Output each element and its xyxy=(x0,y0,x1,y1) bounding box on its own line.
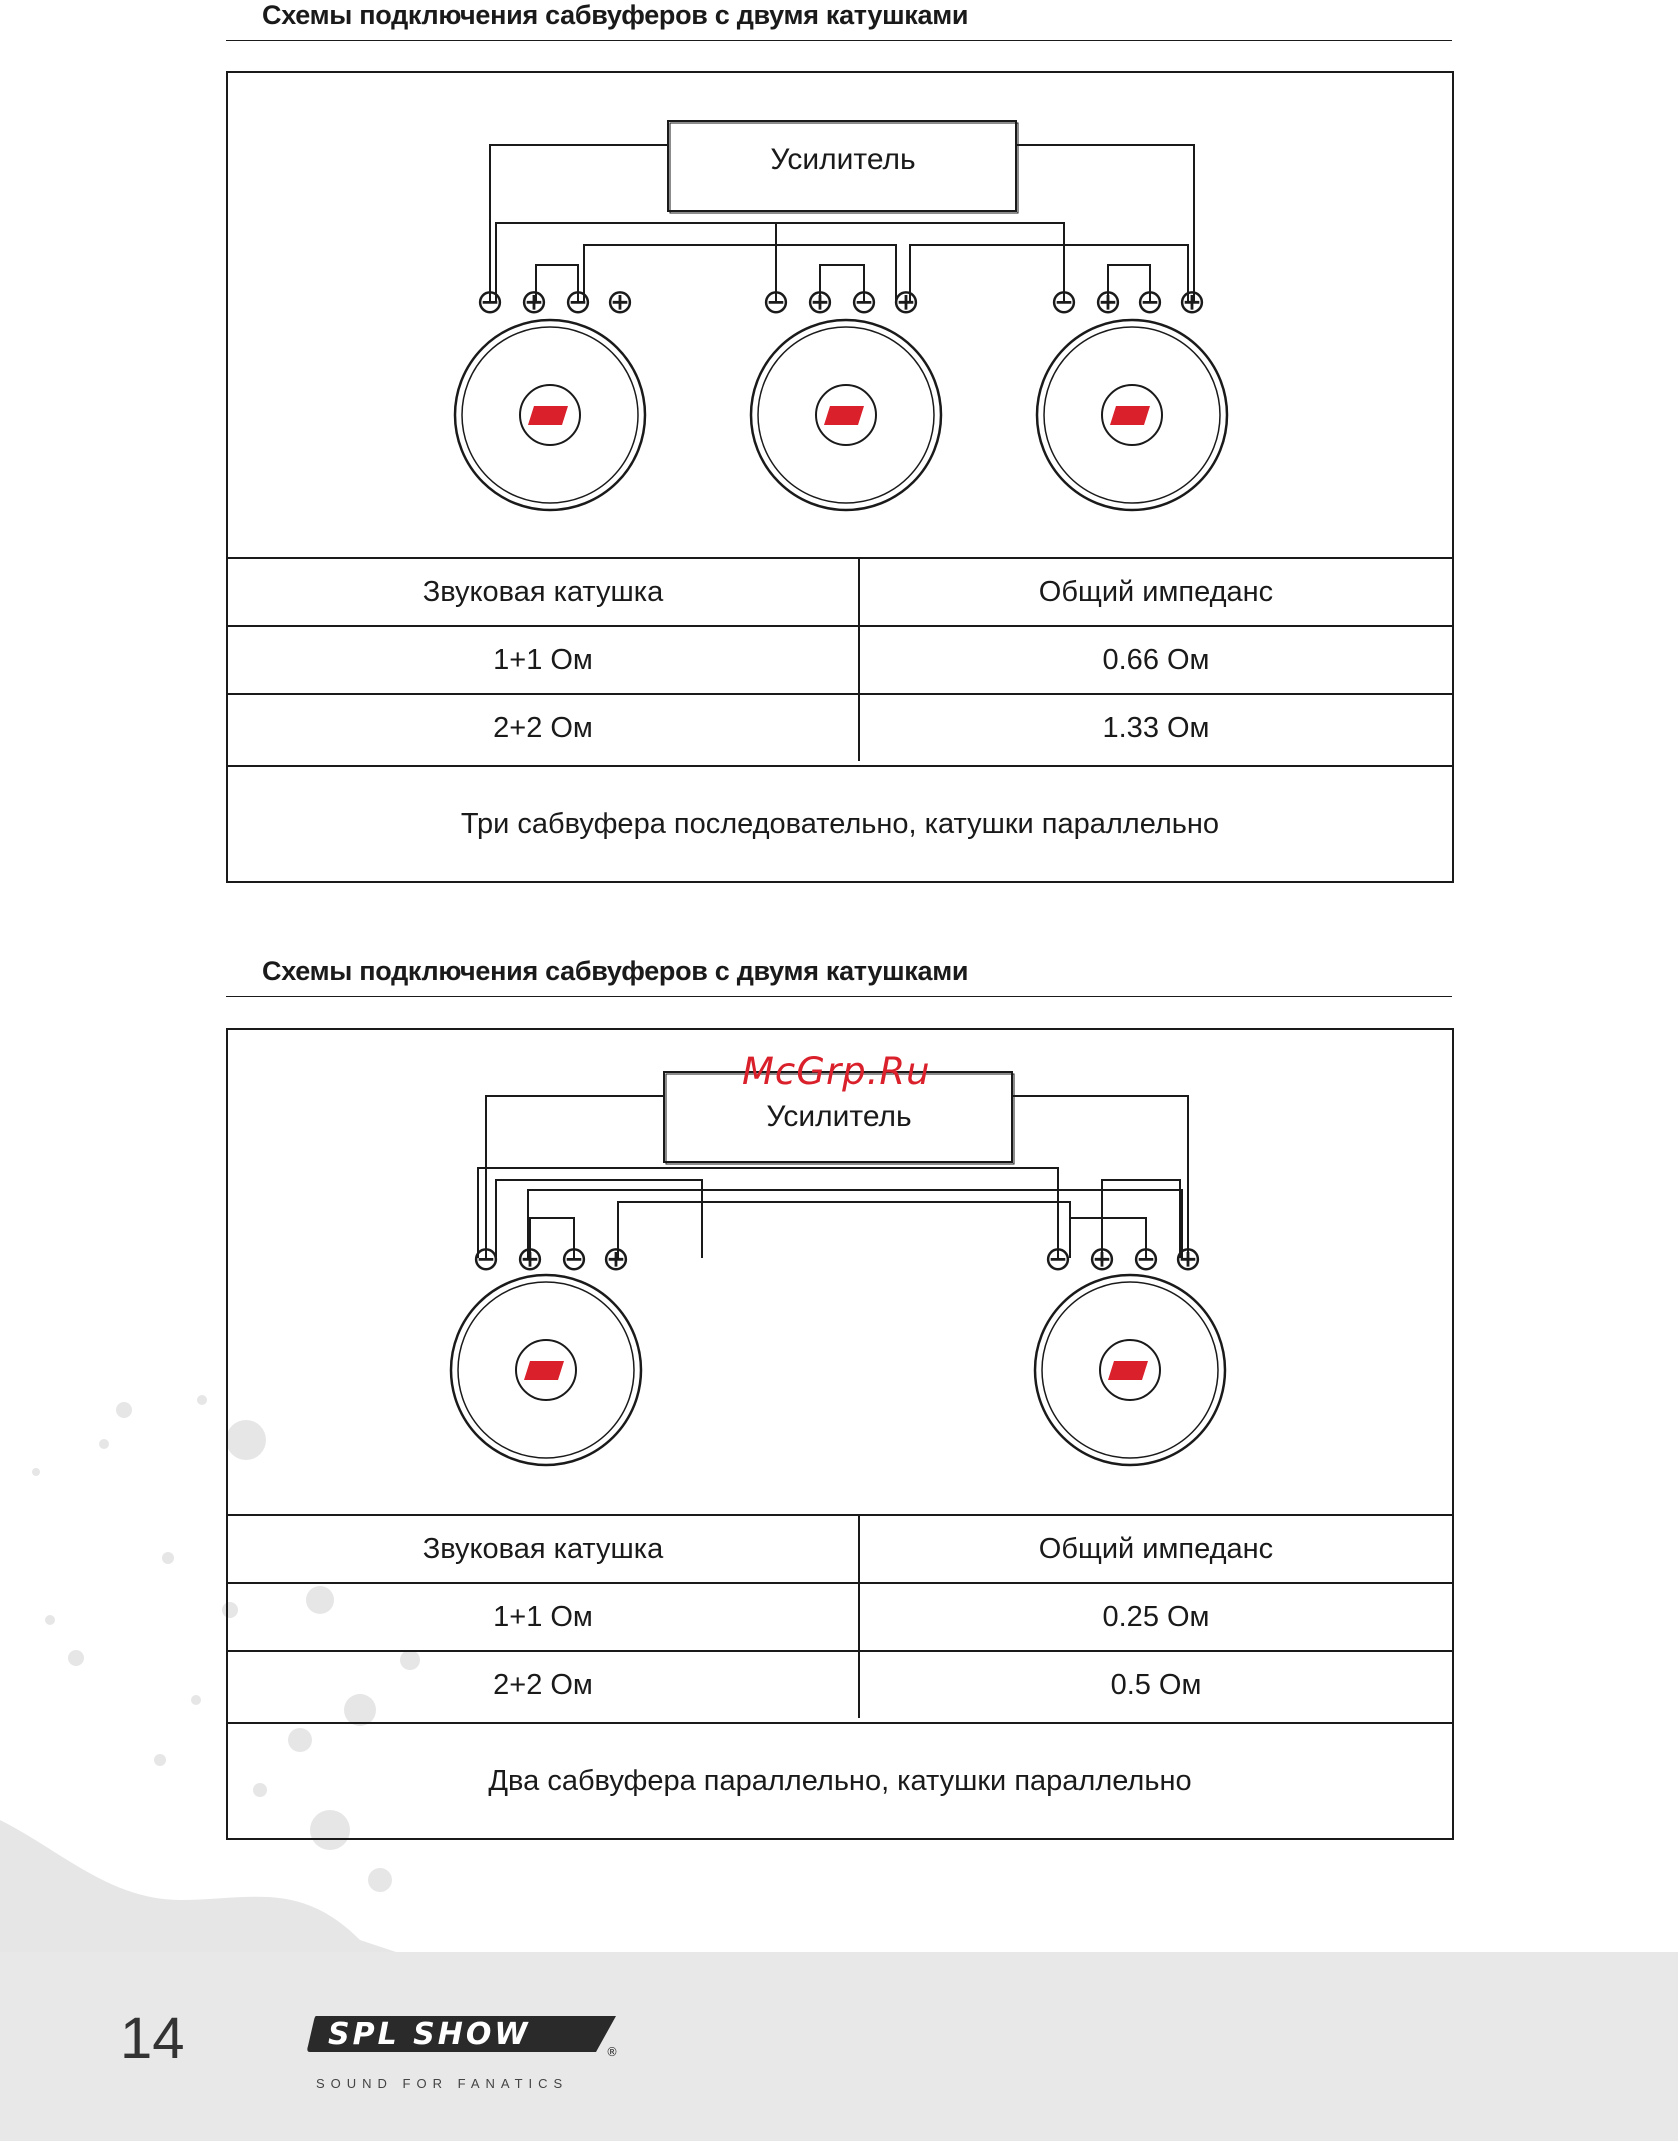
table-row xyxy=(228,626,1452,694)
caption-text: Три сабвуфера последовательно, катушки параллельно xyxy=(460,808,1220,840)
diagram-panel-2 xyxy=(226,1028,1454,1840)
svg-text:⊕: ⊕ xyxy=(1087,1239,1117,1279)
cell-coil: 2+2 Ом xyxy=(228,694,859,761)
svg-text:⊕: ⊕ xyxy=(805,282,835,322)
registered-mark: ® xyxy=(606,2045,618,2059)
cell-impedance: 1.33 Ом xyxy=(859,694,1452,761)
amplifier-label: Усилитель xyxy=(766,1100,912,1133)
watermark: McGrp.Ru xyxy=(742,1050,931,1093)
brand-tagline: SOUND FOR FANATICS xyxy=(316,2076,569,2091)
table-header-row xyxy=(228,558,1452,626)
svg-text:⊕: ⊕ xyxy=(605,282,635,322)
cell-coil: 2+2 Ом xyxy=(228,1651,859,1718)
table-header-row xyxy=(228,1515,1452,1583)
header-voice-coil: Звуковая катушка xyxy=(228,1515,859,1583)
svg-text:⊕: ⊕ xyxy=(601,1239,631,1279)
svg-text:⊖: ⊖ xyxy=(559,1239,589,1279)
cell-coil: 1+1 Ом xyxy=(228,1583,859,1651)
svg-text:⊖: ⊖ xyxy=(1043,1239,1073,1279)
svg-text:⊖: ⊖ xyxy=(849,282,879,322)
amplifier-label: Усилитель xyxy=(770,143,916,176)
cell-impedance: 0.5 Ом xyxy=(859,1651,1452,1718)
svg-text:⊕: ⊕ xyxy=(1173,1239,1203,1279)
cell-coil: 1+1 Ом xyxy=(228,626,859,694)
svg-text:⊖: ⊖ xyxy=(563,282,593,322)
svg-text:⊕: ⊕ xyxy=(1093,282,1123,322)
terminals xyxy=(472,1239,1203,1279)
header-total-impedance: Общий импеданс xyxy=(859,1515,1452,1583)
section-2-title: Схемы подключения сабвуферов с двумя катушками xyxy=(262,956,969,986)
brand-logo xyxy=(306,2012,626,2072)
diagram-caption-2 xyxy=(228,1722,1452,1838)
svg-text:⊖: ⊖ xyxy=(1135,282,1165,322)
header-total-impedance: Общий импеданс xyxy=(859,558,1452,626)
header-voice-coil: Звуковая катушка xyxy=(228,558,859,626)
svg-text:⊖: ⊖ xyxy=(761,282,791,322)
section-1-title: Схемы подключения сабвуферов с двумя катушками xyxy=(262,0,969,30)
cell-impedance: 0.66 Ом xyxy=(859,626,1452,694)
impedance-table-1 xyxy=(228,557,1452,761)
svg-text:⊕: ⊕ xyxy=(891,282,921,322)
table-row xyxy=(228,694,1452,761)
svg-text:⊖: ⊖ xyxy=(475,282,505,322)
caption-text: Два сабвуфера параллельно, катушки параллельно xyxy=(488,1765,1192,1797)
cell-impedance: 0.25 Ом xyxy=(859,1583,1452,1651)
page-number: 14 xyxy=(120,2006,185,2071)
speaker-logos xyxy=(524,1361,1148,1380)
speaker-logos xyxy=(528,406,1150,425)
brand-logo-text: SPL SHOW xyxy=(328,2017,531,2052)
svg-text:⊕: ⊕ xyxy=(1177,282,1207,322)
svg-text:⊕: ⊕ xyxy=(519,282,549,322)
svg-text:⊖: ⊖ xyxy=(471,1239,501,1279)
svg-text:⊖: ⊖ xyxy=(1049,282,1079,322)
diagram-caption-1 xyxy=(228,765,1452,881)
terminals-speaker-1 xyxy=(476,282,1207,322)
table-row xyxy=(228,1651,1452,1718)
footer xyxy=(0,1952,1678,2141)
section-1-rule xyxy=(226,40,1452,41)
section-2-rule xyxy=(226,996,1452,997)
svg-text:⊕: ⊕ xyxy=(515,1239,545,1279)
impedance-table-2 xyxy=(228,1514,1452,1718)
diagram-panel-1 xyxy=(226,71,1454,883)
table-row xyxy=(228,1583,1452,1651)
svg-text:⊖: ⊖ xyxy=(1131,1239,1161,1279)
